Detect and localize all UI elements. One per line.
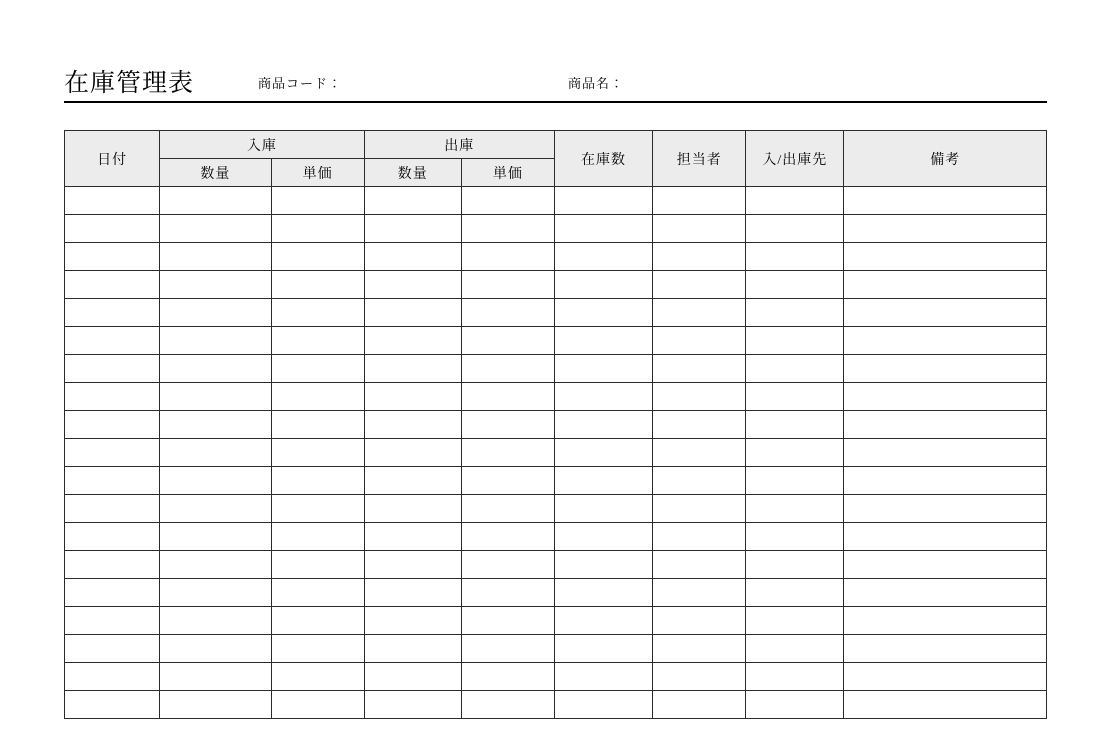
cell-out_qty[interactable]	[364, 299, 461, 327]
cell-in_price[interactable]	[271, 439, 364, 467]
cell-person[interactable]	[653, 215, 746, 243]
cell-date[interactable]	[65, 663, 160, 691]
cell-person[interactable]	[653, 243, 746, 271]
cell-in_qty[interactable]	[160, 299, 271, 327]
cell-destination[interactable]	[746, 383, 844, 411]
cell-in_qty[interactable]	[160, 691, 271, 719]
cell-stock[interactable]	[554, 383, 652, 411]
product-code-field-label[interactable]: 商品コード：	[258, 76, 343, 91]
inventory-table	[64, 130, 1047, 719]
cell-date[interactable]	[65, 299, 160, 327]
cell-destination[interactable]	[746, 579, 844, 607]
cell-note[interactable]	[844, 243, 1047, 271]
cell-note[interactable]	[844, 663, 1047, 691]
cell-person[interactable]	[653, 327, 746, 355]
cell-out_qty[interactable]	[364, 383, 461, 411]
cell-destination[interactable]	[746, 327, 844, 355]
cell-in_price[interactable]	[271, 691, 364, 719]
cell-out_price[interactable]	[461, 523, 554, 551]
cell-out_price[interactable]	[461, 411, 554, 439]
cell-out_qty[interactable]	[364, 691, 461, 719]
cell-out_qty[interactable]	[364, 215, 461, 243]
cell-date[interactable]	[65, 635, 160, 663]
cell-in_qty[interactable]	[160, 327, 271, 355]
cell-destination[interactable]	[746, 187, 844, 215]
cell-stock[interactable]	[554, 243, 652, 271]
cell-date[interactable]	[65, 243, 160, 271]
cell-out_qty[interactable]	[364, 551, 461, 579]
cell-destination[interactable]	[746, 439, 844, 467]
cell-in_price[interactable]	[271, 187, 364, 215]
cell-out_price[interactable]	[461, 691, 554, 719]
table-row	[65, 663, 1047, 691]
cell-in_price[interactable]	[271, 495, 364, 523]
cell-note[interactable]	[844, 579, 1047, 607]
cell-date[interactable]	[65, 691, 160, 719]
table-row	[65, 383, 1047, 411]
table-row	[65, 327, 1047, 355]
cell-date[interactable]	[65, 187, 160, 215]
cell-out_price[interactable]	[461, 439, 554, 467]
cell-person[interactable]	[653, 607, 746, 635]
cell-date[interactable]	[65, 607, 160, 635]
cell-out_qty[interactable]	[364, 607, 461, 635]
column-header-remarks: 備考	[844, 131, 1047, 187]
cell-note[interactable]	[844, 551, 1047, 579]
cell-note[interactable]	[844, 187, 1047, 215]
cell-out_price[interactable]	[461, 607, 554, 635]
cell-in_qty[interactable]	[160, 411, 271, 439]
cell-in_qty[interactable]	[160, 383, 271, 411]
cell-person[interactable]	[653, 439, 746, 467]
cell-in_price[interactable]	[271, 635, 364, 663]
cell-in_price[interactable]	[271, 299, 364, 327]
cell-date[interactable]	[65, 439, 160, 467]
cell-in_price[interactable]	[271, 523, 364, 551]
cell-note[interactable]	[844, 523, 1047, 551]
cell-destination[interactable]	[746, 271, 844, 299]
column-header-source-destination: 入/出庫先	[746, 131, 844, 187]
cell-person[interactable]	[653, 635, 746, 663]
cell-destination[interactable]	[746, 355, 844, 383]
cell-destination[interactable]	[746, 215, 844, 243]
cell-out_price[interactable]	[461, 663, 554, 691]
cell-destination[interactable]	[746, 467, 844, 495]
cell-stock[interactable]	[554, 439, 652, 467]
cell-in_qty[interactable]	[160, 635, 271, 663]
cell-stock[interactable]	[554, 663, 652, 691]
table-row	[65, 523, 1047, 551]
cell-person[interactable]	[653, 691, 746, 719]
cell-date[interactable]	[65, 355, 160, 383]
cell-stock[interactable]	[554, 607, 652, 635]
cell-person[interactable]	[653, 355, 746, 383]
cell-in_qty[interactable]	[160, 187, 271, 215]
column-header-outbound-unit-price: 単価	[461, 159, 554, 187]
cell-date[interactable]	[65, 523, 160, 551]
cell-note[interactable]	[844, 495, 1047, 523]
table-row	[65, 691, 1047, 719]
cell-date[interactable]	[65, 383, 160, 411]
cell-in_qty[interactable]	[160, 523, 271, 551]
cell-stock[interactable]	[554, 271, 652, 299]
table-row	[65, 215, 1047, 243]
cell-in_price[interactable]	[271, 243, 364, 271]
cell-out_qty[interactable]	[364, 467, 461, 495]
table-row	[65, 439, 1047, 467]
cell-in_qty[interactable]	[160, 215, 271, 243]
cell-in_price[interactable]	[271, 579, 364, 607]
cell-date[interactable]	[65, 215, 160, 243]
cell-out_qty[interactable]	[364, 523, 461, 551]
cell-out_price[interactable]	[461, 299, 554, 327]
table-row	[65, 187, 1047, 215]
cell-out_price[interactable]	[461, 579, 554, 607]
header-divider	[64, 101, 1047, 103]
cell-note[interactable]	[844, 355, 1047, 383]
cell-person[interactable]	[653, 411, 746, 439]
cell-out_qty[interactable]	[364, 495, 461, 523]
cell-out_price[interactable]	[461, 327, 554, 355]
cell-out_price[interactable]	[461, 187, 554, 215]
cell-destination[interactable]	[746, 243, 844, 271]
cell-out_qty[interactable]	[364, 439, 461, 467]
cell-out_price[interactable]	[461, 383, 554, 411]
cell-stock[interactable]	[554, 411, 652, 439]
cell-person[interactable]	[653, 467, 746, 495]
table-body	[65, 187, 1047, 719]
cell-out_price[interactable]	[461, 355, 554, 383]
cell-in_price[interactable]	[271, 271, 364, 299]
table-row	[65, 355, 1047, 383]
cell-out_qty[interactable]	[364, 355, 461, 383]
table-row	[65, 635, 1047, 663]
cell-destination[interactable]	[746, 663, 844, 691]
cell-out_price[interactable]	[461, 495, 554, 523]
cell-out_qty[interactable]	[364, 635, 461, 663]
table-row	[65, 271, 1047, 299]
page-title: 在庫管理表	[64, 70, 195, 97]
cell-in_qty[interactable]	[160, 495, 271, 523]
cell-note[interactable]	[844, 327, 1047, 355]
cell-person[interactable]	[653, 523, 746, 551]
cell-note[interactable]	[844, 271, 1047, 299]
column-header-outbound-quantity: 数量	[364, 159, 461, 187]
cell-in_qty[interactable]	[160, 355, 271, 383]
cell-destination[interactable]	[746, 691, 844, 719]
cell-out_qty[interactable]	[364, 187, 461, 215]
cell-out_price[interactable]	[461, 635, 554, 663]
cell-in_price[interactable]	[271, 383, 364, 411]
cell-stock[interactable]	[554, 355, 652, 383]
column-header-outbound: 出庫	[364, 131, 554, 159]
cell-note[interactable]	[844, 439, 1047, 467]
cell-person[interactable]	[653, 579, 746, 607]
cell-person[interactable]	[653, 495, 746, 523]
cell-in_price[interactable]	[271, 327, 364, 355]
cell-date[interactable]	[65, 551, 160, 579]
cell-in_qty[interactable]	[160, 467, 271, 495]
cell-date[interactable]	[65, 579, 160, 607]
cell-person[interactable]	[653, 551, 746, 579]
table-row	[65, 243, 1047, 271]
cell-out_price[interactable]	[461, 551, 554, 579]
cell-out_price[interactable]	[461, 243, 554, 271]
cell-in_price[interactable]	[271, 411, 364, 439]
cell-stock[interactable]	[554, 299, 652, 327]
cell-in_qty[interactable]	[160, 439, 271, 467]
table-row	[65, 607, 1047, 635]
cell-destination[interactable]	[746, 299, 844, 327]
cell-destination[interactable]	[746, 607, 844, 635]
cell-in_price[interactable]	[271, 551, 364, 579]
cell-out_qty[interactable]	[364, 663, 461, 691]
cell-note[interactable]	[844, 467, 1047, 495]
column-header-date: 日付	[65, 131, 160, 187]
table-row	[65, 495, 1047, 523]
product-name-field-label[interactable]: 商品名：	[568, 76, 625, 91]
table-row	[65, 467, 1047, 495]
cell-stock[interactable]	[554, 579, 652, 607]
cell-in_price[interactable]	[271, 663, 364, 691]
cell-destination[interactable]	[746, 411, 844, 439]
table-header-row-top	[65, 131, 1047, 159]
cell-stock[interactable]	[554, 467, 652, 495]
cell-out_qty[interactable]	[364, 579, 461, 607]
cell-out_qty[interactable]	[364, 243, 461, 271]
cell-note[interactable]	[844, 299, 1047, 327]
cell-person[interactable]	[653, 187, 746, 215]
cell-in_qty[interactable]	[160, 579, 271, 607]
cell-date[interactable]	[65, 411, 160, 439]
cell-stock[interactable]	[554, 187, 652, 215]
cell-in_qty[interactable]	[160, 243, 271, 271]
table-row	[65, 299, 1047, 327]
cell-date[interactable]	[65, 327, 160, 355]
cell-in_qty[interactable]	[160, 663, 271, 691]
cell-person[interactable]	[653, 663, 746, 691]
cell-destination[interactable]	[746, 495, 844, 523]
table-row	[65, 411, 1047, 439]
column-header-stock-count: 在庫数	[554, 131, 652, 187]
cell-stock[interactable]	[554, 523, 652, 551]
cell-person[interactable]	[653, 383, 746, 411]
cell-stock[interactable]	[554, 495, 652, 523]
cell-out_price[interactable]	[461, 271, 554, 299]
cell-out_price[interactable]	[461, 215, 554, 243]
table-header	[65, 131, 1047, 187]
table-row	[65, 551, 1047, 579]
cell-stock[interactable]	[554, 215, 652, 243]
cell-stock[interactable]	[554, 327, 652, 355]
table-row	[65, 579, 1047, 607]
cell-out_qty[interactable]	[364, 271, 461, 299]
cell-date[interactable]	[65, 495, 160, 523]
column-header-person-in-charge: 担当者	[653, 131, 746, 187]
column-header-inbound: 入庫	[160, 131, 364, 159]
cell-destination[interactable]	[746, 523, 844, 551]
cell-stock[interactable]	[554, 635, 652, 663]
cell-note[interactable]	[844, 411, 1047, 439]
cell-date[interactable]	[65, 271, 160, 299]
cell-in_price[interactable]	[271, 607, 364, 635]
cell-note[interactable]	[844, 215, 1047, 243]
cell-out_qty[interactable]	[364, 411, 461, 439]
cell-person[interactable]	[653, 299, 746, 327]
cell-note[interactable]	[844, 383, 1047, 411]
column-header-inbound-unit-price: 単価	[271, 159, 364, 187]
cell-in_qty[interactable]	[160, 271, 271, 299]
cell-destination[interactable]	[746, 635, 844, 663]
cell-in_price[interactable]	[271, 467, 364, 495]
cell-note[interactable]	[844, 607, 1047, 635]
cell-stock[interactable]	[554, 551, 652, 579]
cell-stock[interactable]	[554, 691, 652, 719]
cell-note[interactable]	[844, 691, 1047, 719]
cell-note[interactable]	[844, 635, 1047, 663]
cell-date[interactable]	[65, 467, 160, 495]
cell-out_price[interactable]	[461, 467, 554, 495]
cell-destination[interactable]	[746, 551, 844, 579]
cell-in_qty[interactable]	[160, 551, 271, 579]
cell-in_price[interactable]	[271, 355, 364, 383]
cell-in_qty[interactable]	[160, 607, 271, 635]
inventory-table-wrapper	[64, 130, 1047, 719]
cell-person[interactable]	[653, 271, 746, 299]
column-header-inbound-quantity: 数量	[160, 159, 271, 187]
header-fields	[258, 73, 1047, 102]
document-header	[64, 50, 1047, 102]
cell-out_qty[interactable]	[364, 327, 461, 355]
cell-in_price[interactable]	[271, 215, 364, 243]
